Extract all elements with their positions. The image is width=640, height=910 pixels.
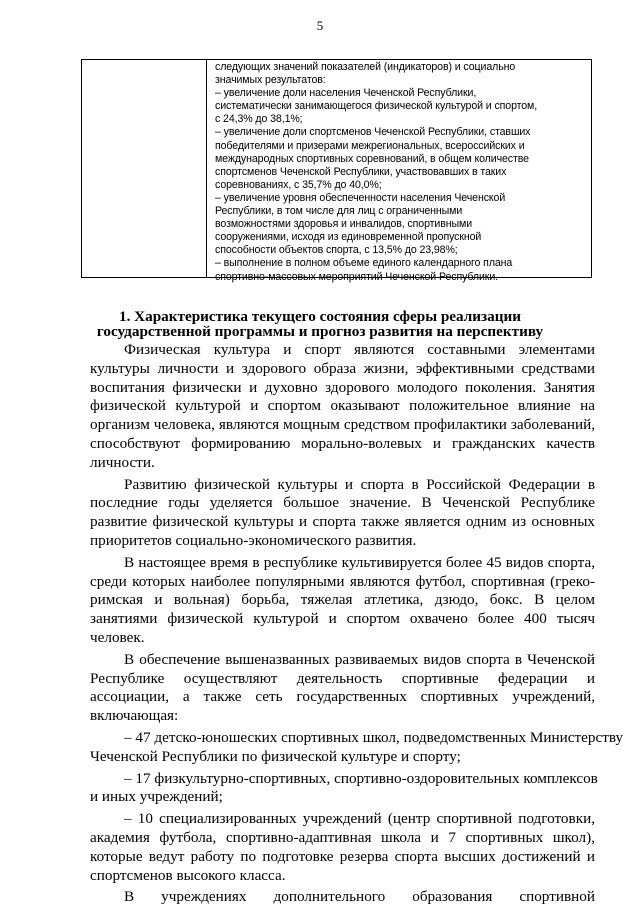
paragraph-line: и иных учреждений;	[90, 788, 223, 806]
paragraph-line: Чеченской Республики по физической культуре и спорту;	[90, 747, 461, 765]
paragraph	[90, 769, 598, 808]
paragraph-line: воспитания физически и духовно здорового молодого поколения. Занятия	[90, 378, 595, 396]
paragraph-line: В обеспечение вышеназванных развиваемых видов спорта в Чеченской	[124, 650, 595, 668]
paragraph-line: культуры личности и здорового образа жизни, эффективными средствами	[90, 359, 595, 377]
paragraph-line: ассоциации, а также сеть государственных спортивных учреждений,	[90, 688, 595, 706]
paragraph	[90, 888, 595, 907]
paragraph	[90, 651, 595, 726]
table-cell-line: значимых результатов:	[215, 74, 326, 87]
table-cell-line: следующих значений показателей (индикаторов) и социально	[215, 61, 516, 73]
paragraph	[90, 554, 595, 648]
table-cell-line: сооружениями, исходя из единовременной пропускной	[215, 231, 482, 244]
section-title-line-2: государственной программы и прогноз развития на перспективу	[96, 323, 544, 340]
paragraph	[90, 476, 595, 551]
indicators-table	[81, 59, 592, 283]
paragraph-line: занятиями физической культурой и спортом охвачено более 400 тысяч	[90, 610, 595, 628]
section-title-line-1: 1. Характеристика текущего состояния сферы реализации	[118, 308, 521, 325]
paragraph-line: физической культурой и спортом оказывают положительное влияние на	[90, 397, 595, 415]
table-cell-line: спортивно-массовых мероприятий Чеченской Республики.	[215, 270, 498, 283]
paragraph-line: включающая:	[90, 707, 179, 725]
paragraph-line: спортсменов высокого класса.	[90, 866, 286, 884]
paragraph-line: Физическая культура и спорт являются составными элементами	[124, 341, 595, 358]
paragraph-line: организм человека, являются мощным средством профилактики заболеваний,	[90, 416, 595, 434]
paragraph-line: последние годы уделяется большое значение. В Чеченской Республике	[90, 494, 595, 512]
table-cell-line: Республики, в том числе для лиц с ограниченными	[215, 205, 463, 218]
paragraph	[90, 341, 595, 473]
paragraph-line: способствуют формированию морально-волевых и гражданских качеств	[90, 434, 595, 452]
table-cell-line: – увеличение доли спортсменов Чеченской Республики, ставших	[215, 126, 531, 139]
paragraph-line: развитие физической культуры и спорта также является одним из основных	[90, 513, 595, 531]
paragraph-line: В настоящее время в республике культивируется более 45 видов спорта,	[124, 553, 595, 571]
paragraph-line: академия футбола, спортивно-адаптивная школа и 7 спортивных школ),	[90, 828, 595, 846]
table-cell-line: – увеличение доли населения Чеченской Республики,	[215, 87, 477, 100]
table-cell-line: возможностями здоровья и инвалидов, спортивными	[215, 218, 473, 231]
paragraph-line: В учреждениях дополнительного образования спортивной	[124, 888, 595, 906]
paragraph-line: которые ведут работу по подготовке резерва спорта высших достижений и	[90, 847, 595, 865]
table-cell-line: систематически занимающегося физической культурой и спортом,	[215, 100, 538, 113]
table-right-cell	[215, 61, 591, 284]
table-left-cell	[82, 60, 207, 277]
table-cell-line: спортсменов Чеченской Республики, участвовавших в таких	[215, 165, 507, 178]
paragraph-line: человек.	[90, 628, 145, 646]
table-cell-line: – выполнение в полном объеме единого календарного плана	[215, 257, 513, 270]
body-text	[90, 341, 624, 910]
paragraph-line: личности.	[90, 453, 155, 471]
table-cell-line: с 24,3% до 38,1%;	[215, 113, 303, 126]
paragraph-line: Развитию физической культуры и спорта в Российской Федерации в	[124, 475, 595, 493]
table-cell-line: – увеличение уровня обеспеченности населения Чеченской	[215, 191, 506, 204]
paragraph-line: римская и вольная) борьба, тяжелая атлетика, дзюдо, бокс. В целом	[90, 591, 595, 609]
paragraph-line: – 10 специализированных учреждений (центр спортивной подготовки,	[124, 810, 595, 828]
paragraph-line: среди которых наиболее популярными являются футбол, спортивная (греко-	[90, 572, 595, 590]
table-cell-line: способности объектов спорта, с 13,5% до 23,98%;	[215, 244, 458, 257]
paragraph-line: – 17 физкультурно-спортивных, спортивно-оздоровительных комплексов	[124, 769, 598, 787]
paragraph	[90, 728, 624, 767]
table-cell-line: победителями и призерами межрегиональных, всероссийских и	[215, 139, 525, 152]
table-cell-line: соревнованиях, с 35,7% до 40,0%;	[215, 178, 382, 191]
paragraph	[90, 810, 595, 885]
paragraph-line: Республике осуществляют деятельность спортивные федерации и	[90, 669, 595, 687]
page-number: 5	[316, 18, 324, 33]
table-cell-line: международных спортивных соревнований, в общем количестве	[215, 152, 529, 165]
paragraph-line: приоритетов социально-экономического развития.	[90, 531, 417, 549]
paragraph-line: – 47 детско-юношеских спортивных школ, подведомственных Министерству	[124, 728, 624, 746]
